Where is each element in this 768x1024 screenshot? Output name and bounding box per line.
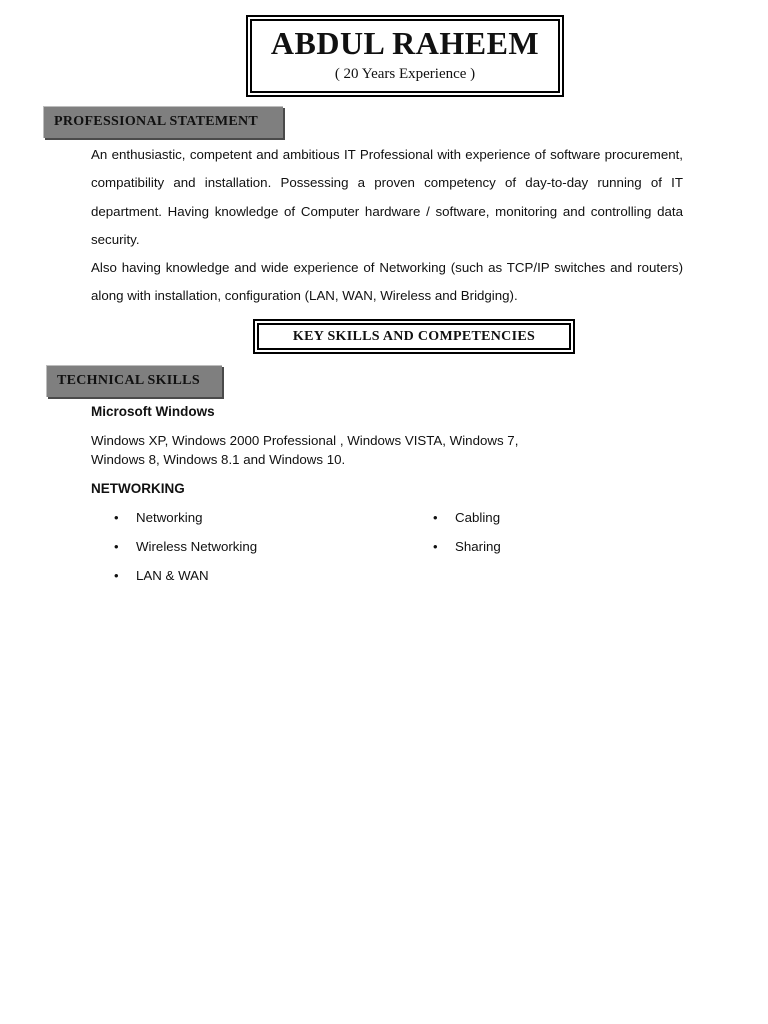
list-item	[433, 539, 501, 554]
experience-subtitle: ( 20 Years Experience )	[334, 66, 476, 82]
technical-skills-heading: TECHNICAL SKILLS	[46, 365, 222, 397]
windows-versions	[91, 431, 518, 469]
bullet-icon: •	[114, 568, 119, 583]
bullet-icon: •	[433, 539, 438, 554]
professional-statement-paragraph-1: An enthusiastic, competent and ambitious IT Professional with experience of software procurement, compatibility and installation. Possessing a proven competency of day-to-day running of IT department. Having knowledge of Computer hardware / software, monitoring and controlling data security.	[91, 147, 683, 247]
list-item	[114, 510, 203, 525]
windows-line-1: Windows XP, Windows 2000 Professional , Windows VISTA, Windows 7,	[91, 433, 519, 448]
list-item	[433, 510, 500, 525]
list-item-label: Cabling	[455, 510, 501, 525]
list-item-label: LAN & WAN	[136, 568, 209, 583]
list-item-label: Sharing	[455, 539, 501, 554]
candidate-name: ABDUL RAHEEM	[270, 25, 540, 61]
list-item-label: Networking	[136, 510, 203, 525]
professional-statement-paragraph-2: Also having knowledge and wide experience of Networking (such as TCP/IP switches and routers) along with installation, configuration (LAN, WAN, Wireless and Bridging).	[91, 260, 683, 304]
bullet-icon: •	[114, 510, 119, 525]
list-item	[114, 539, 257, 554]
key-skills-box	[253, 319, 575, 354]
key-skills-heading: KEY SKILLS AND COMPETENCIES	[292, 329, 536, 344]
bullet-icon: •	[114, 539, 119, 554]
windows-heading: Microsoft Windows	[91, 404, 215, 419]
networking-heading: NETWORKING	[91, 481, 185, 496]
windows-line-2: Windows 8, Windows 8.1 and Windows 10.	[91, 452, 346, 467]
bullet-icon: •	[433, 510, 438, 525]
name-box	[246, 15, 564, 97]
list-item-label: Wireless Networking	[136, 539, 258, 554]
professional-statement-heading: PROFESSIONAL STATEMENT	[43, 106, 283, 138]
list-item	[114, 568, 209, 583]
